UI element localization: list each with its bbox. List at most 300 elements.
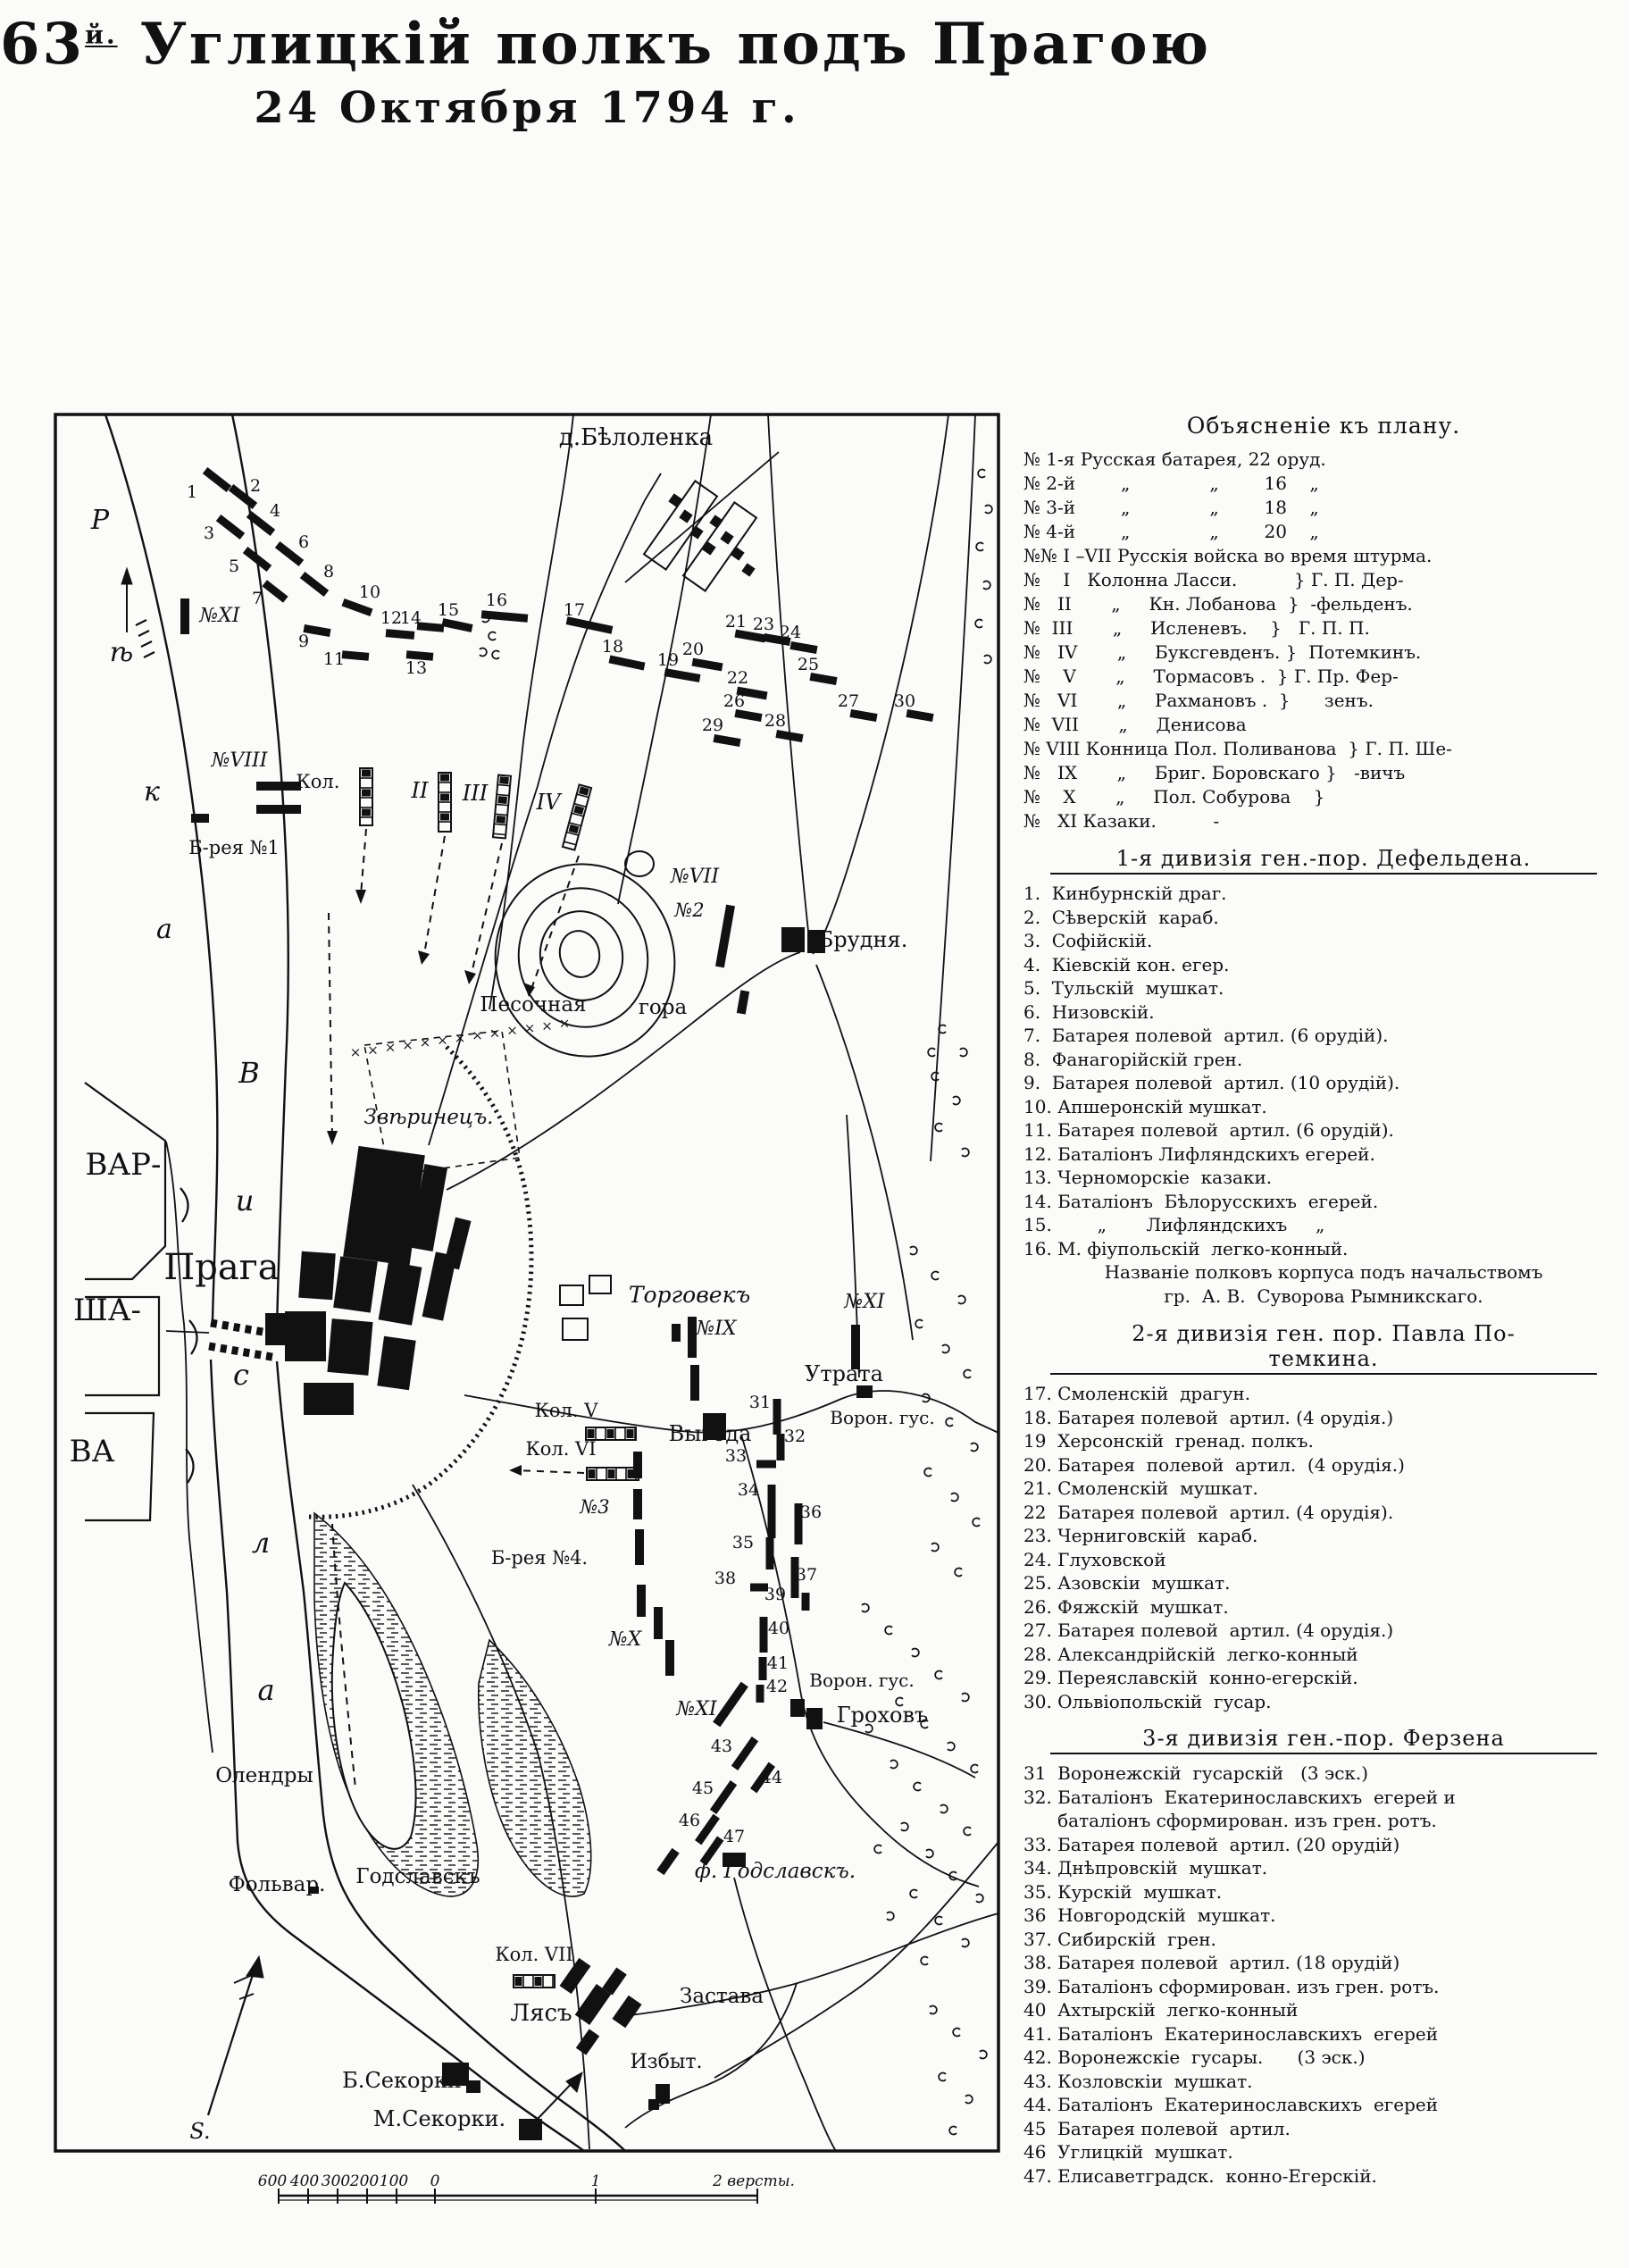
- map-label: Годславскъ: [355, 1865, 480, 1888]
- column-ladder: [587, 1468, 639, 1480]
- troop-bar: [637, 1585, 646, 1617]
- tree-symbol: [935, 1124, 942, 1132]
- unit-bar: [731, 1737, 758, 1770]
- troop-bar-rect: [672, 1324, 681, 1342]
- tree-symbol: [489, 632, 496, 640]
- legend-line: № VI „ Рахмановъ . } зенъ.: [1023, 690, 1374, 711]
- troop-bar: [713, 1682, 748, 1728]
- legend-line: 28. Александрійскій легко-конный: [1023, 1643, 1358, 1665]
- tree-symbol: [985, 506, 992, 514]
- unit-number: 10: [358, 582, 381, 602]
- village-block: [466, 2080, 480, 2093]
- tree-symbol: [978, 470, 985, 478]
- ladder-cell: [573, 806, 584, 815]
- legend-line: 21. Смоленскій мушкат.: [1023, 1477, 1258, 1499]
- unit-number: 4: [269, 501, 281, 521]
- ladder-cell: [588, 1429, 595, 1438]
- unit-marker: [710, 1780, 737, 1814]
- unit-number: 28: [764, 711, 787, 731]
- village-block: [856, 1385, 873, 1398]
- unit-bar: [756, 1685, 764, 1703]
- ladder-rung: [496, 804, 508, 805]
- division1-header: 1-я дивизія ген.-пор. Дефельдена.: [1050, 846, 1597, 875]
- tree-symbol: [939, 2072, 946, 2080]
- unit-bar: [756, 1460, 776, 1469]
- tree-symbol: [935, 1917, 942, 1925]
- troop-bar: [715, 905, 735, 968]
- map-label: III: [462, 781, 489, 806]
- map-label: М.Секорки.: [372, 2106, 506, 2131]
- unit-marker: [906, 709, 933, 722]
- map-label: Песочная: [480, 993, 587, 1017]
- map-label: Звѣринецъ.: [363, 1106, 494, 1129]
- tree-symbol: [960, 1049, 967, 1057]
- map-label: ША-: [72, 1293, 142, 1328]
- legend-line: 36 Новгородскій мушкат.: [1023, 1904, 1276, 1926]
- warsaw-blocks: [85, 620, 197, 1520]
- sand-hill-contours: [478, 848, 693, 1074]
- x-mark: ×: [402, 1036, 414, 1053]
- legend-line: 8. Фанагорійскій грен.: [1023, 1048, 1243, 1070]
- unit-number: 41: [766, 1653, 789, 1673]
- x-mark: ×: [384, 1039, 397, 1056]
- x-mark: ×: [541, 1017, 553, 1034]
- troop-bar-rect: [191, 814, 209, 823]
- map-label: л: [251, 1526, 271, 1560]
- legend-line: 38. Батарея полевой артил. (18 орудій): [1023, 1952, 1400, 1973]
- legend-line: № VIII Конница Пол. Поливанова } Г. П. Ше-: [1023, 738, 1452, 759]
- legend-line: 42. Воронежскіе гусары. (3 эск.): [1023, 2046, 1366, 2068]
- map-label: №VII: [670, 866, 720, 888]
- unit-marker: [243, 547, 272, 572]
- x-mark: ×: [489, 1025, 501, 1042]
- legend-line: 2. Сѣверскій караб.: [1023, 906, 1219, 928]
- map-label: IV: [536, 790, 561, 815]
- unit-number: 1: [186, 482, 198, 502]
- ladder-cell: [496, 816, 505, 824]
- column-ladder: [360, 768, 372, 825]
- unit-marker: [731, 1737, 758, 1770]
- map-label: Кол. V: [534, 1400, 598, 1421]
- ladder-cell: [362, 770, 371, 777]
- map-label: S.: [189, 2119, 211, 2144]
- village-block: [563, 1318, 588, 1340]
- legend-line: 26. Фяжскій мушкат.: [1023, 1595, 1229, 1618]
- map-label: Ворон. гус.: [809, 1670, 915, 1691]
- village-block: [327, 1318, 372, 1376]
- map-label: ВА: [69, 1434, 115, 1469]
- unit-bar: [386, 629, 415, 640]
- map-label: гора: [638, 996, 688, 1019]
- unit-number: 3: [203, 523, 215, 543]
- troop-bar: [256, 782, 301, 791]
- ladder-cell: [569, 824, 580, 833]
- unit-marker: [664, 668, 701, 682]
- tree-symbol: [942, 1344, 949, 1352]
- division1-note2: гр. А. В. Суворова Рымникскаго.: [1164, 1285, 1483, 1307]
- village-rect: [265, 1313, 285, 1345]
- village-rect: [560, 1285, 583, 1305]
- legend-line: 11. Батарея полевой артил. (6 орудій).: [1023, 1119, 1394, 1141]
- legend-header: Объясненіе къ плану.: [1186, 413, 1461, 439]
- map-label: и: [235, 1184, 255, 1218]
- ladder-rung: [564, 841, 576, 845]
- legend-rows: [1023, 448, 1624, 833]
- troop-bar: [690, 1365, 699, 1401]
- map-label: Выгода: [668, 1421, 752, 1446]
- legend-line: 4. Кіевскій кон. егер.: [1023, 953, 1230, 975]
- map-label: Фольвар.: [228, 1873, 326, 1896]
- village-block: [612, 1996, 641, 2029]
- unit-marker: [386, 629, 415, 640]
- tree-symbol: [926, 1849, 933, 1857]
- village-block: [589, 1276, 611, 1293]
- tree-symbol: [949, 2127, 957, 2135]
- legend-line: № II „ Кн. Лобанова } -фельденъ.: [1023, 593, 1413, 615]
- village-rect: [790, 1699, 805, 1717]
- map-label: Б-рея №1: [188, 837, 280, 858]
- column-ladder: [493, 775, 511, 839]
- rampart-x-marks: [350, 1016, 571, 1060]
- unit-number: 24: [779, 623, 802, 642]
- unit-number: 39: [764, 1585, 787, 1604]
- x-mark: ×: [437, 1032, 448, 1049]
- tree-symbol: [940, 1804, 948, 1812]
- unit-marker: [789, 641, 817, 654]
- unit-marker: [849, 709, 877, 722]
- village-block: [333, 1256, 378, 1312]
- unit-marker: [756, 1685, 764, 1703]
- unit-number: 17: [563, 600, 586, 620]
- legend-line: 29. Переяславскій конно-егерскій.: [1023, 1667, 1358, 1688]
- column-ladder: [439, 773, 451, 832]
- ladder-cell: [608, 1469, 615, 1478]
- map-label: №XI: [676, 1698, 717, 1720]
- tree-symbol: [915, 1319, 923, 1327]
- troop-bar: [665, 1640, 674, 1676]
- x-mark: ×: [367, 1042, 379, 1059]
- flow-arrow-north: [121, 568, 132, 632]
- division3-items: [1023, 1762, 1624, 2188]
- village-block: [648, 2099, 659, 2110]
- unit-marker: [262, 580, 288, 603]
- unit-bar: [809, 673, 837, 685]
- village-rect: [709, 515, 723, 528]
- village-rect: [379, 1261, 422, 1326]
- tree-symbol: [901, 1823, 908, 1831]
- village-block: [379, 1261, 422, 1326]
- village-rect: [806, 1708, 823, 1729]
- unit-bar: [664, 668, 701, 682]
- troop-bar-rect: [256, 805, 301, 814]
- map-label: Ворон. гус.: [830, 1407, 935, 1428]
- unit-number: 36: [799, 1502, 823, 1522]
- scale-label: 1: [590, 2172, 601, 2190]
- title-text: Углицкій полкъ подъ Прагою: [139, 11, 1212, 78]
- village-rect: [720, 531, 733, 544]
- village-block: [741, 563, 755, 576]
- unit-number: 47: [723, 1827, 746, 1846]
- map-label: Кол.: [296, 771, 340, 792]
- unit-number: 25: [797, 655, 820, 674]
- village-rect: [612, 1996, 641, 2029]
- tree-symbol: [928, 1049, 935, 1057]
- unit-number: 7: [251, 589, 263, 608]
- village-block: [265, 1313, 285, 1345]
- troop-bar: [654, 1607, 663, 1639]
- unit-marker: [342, 650, 370, 661]
- legend-line: 35. Курскій мушкат.: [1023, 1880, 1223, 1903]
- unit-bar: [243, 547, 272, 572]
- legend-panel: [1023, 413, 1624, 2188]
- village-block: [576, 2029, 599, 2055]
- legend-line: 6. Низовскій.: [1023, 1000, 1155, 1023]
- ladder-cell: [362, 809, 371, 816]
- map-title: [0, 11, 1212, 78]
- unit-bar: [849, 709, 877, 722]
- village-rect: [683, 502, 756, 590]
- unit-number: 40: [767, 1619, 790, 1638]
- legend-line: 47. Елисаветградск. конно-Егерскій.: [1023, 2164, 1377, 2187]
- ladder-cell: [440, 794, 449, 801]
- unit-bar: [734, 709, 762, 722]
- legend-line: 27. Батарея полевой артил. (4 орудія.): [1023, 1619, 1394, 1641]
- tree-symbol: [931, 1271, 939, 1279]
- village-block: [781, 927, 805, 952]
- ladder-rung: [495, 814, 507, 815]
- unit-marker: [809, 673, 837, 685]
- legend-line: 18. Батарея полевой артил. (4 орудія.): [1023, 1406, 1394, 1428]
- legend-line: № X „ Пол. Собурова }: [1023, 786, 1325, 808]
- unit-marker: [756, 1460, 776, 1469]
- division3-header: 3-я дивизія ген.-пор. Ферзена: [1050, 1726, 1597, 1754]
- tree-symbol: [976, 1895, 983, 1903]
- tree-symbol: [962, 1693, 969, 1701]
- unit-number: 26: [723, 691, 746, 711]
- legend-line: 40 Ахтырскій легко-конный: [1023, 1999, 1299, 2021]
- unit-marker: [773, 1399, 781, 1435]
- legend-line: 7. Батарея полевой артил. (6 орудій).: [1023, 1025, 1389, 1046]
- legend-line: № 3-й „ „ 18 „: [1023, 497, 1319, 518]
- legend-line: 1. Кинбурнскій драг.: [1023, 883, 1227, 904]
- unit-bar: [262, 580, 288, 603]
- village-rect: [648, 2099, 659, 2110]
- legend-line: 5. Тульскій мушкат.: [1023, 977, 1224, 999]
- unit-bar: [441, 618, 472, 632]
- map-label: №VIII: [211, 749, 268, 772]
- unit-number: 46: [678, 1811, 701, 1830]
- village-rect: [298, 1251, 336, 1301]
- map-label: а: [257, 1673, 275, 1707]
- village-block: [285, 1311, 326, 1361]
- legend-line: 41. Баталіонъ Екатеринославскихъ егерей: [1023, 2022, 1439, 2045]
- tree-symbol: [912, 1648, 919, 1656]
- unit-bar: [760, 1617, 768, 1653]
- village-rect: [519, 2119, 542, 2140]
- compass-arrow: [208, 1956, 263, 2115]
- legend-line: 22 Батарея полевой артил. (4 орудія).: [1023, 1501, 1394, 1523]
- village-rect: [576, 2029, 599, 2055]
- tree-symbol: [910, 1889, 917, 1897]
- unit-bar: [906, 709, 933, 722]
- village-block: [560, 1285, 583, 1305]
- village-rect: [285, 1311, 326, 1361]
- tree-symbol: [931, 1073, 939, 1081]
- division2-header: 2-я дивизія ген. пор. Павла По- темкина.: [1050, 1321, 1597, 1375]
- troop-bar: [180, 598, 189, 634]
- unit-number: 30: [893, 691, 916, 711]
- legend-line: № III „ Исленевъ. } Г. П. П.: [1023, 617, 1370, 639]
- unit-number: 21: [724, 612, 748, 632]
- legend-line: 20. Батарея полевой артил. (4 орудія.): [1023, 1453, 1405, 1476]
- unit-number: 32: [783, 1427, 806, 1446]
- unit-marker: [216, 515, 245, 540]
- village-rect: [741, 563, 755, 576]
- ladder-cell: [607, 1429, 614, 1438]
- tree-symbol: [971, 1444, 978, 1452]
- map-label: Застава: [679, 1985, 764, 2008]
- ladder-cell: [627, 1429, 634, 1438]
- village-rect: [731, 547, 744, 560]
- x-mark: ×: [472, 1027, 483, 1044]
- legend-line: 33. Батарея полевой артил. (20 орудій): [1023, 1833, 1400, 1855]
- map-label: №X: [608, 1628, 642, 1651]
- tree-symbol: [958, 1296, 965, 1304]
- village-block: [668, 493, 681, 506]
- unit-number: 19: [656, 650, 680, 670]
- troop-bar-rect: [180, 598, 189, 634]
- legend-line: 30. Ольвіопольскій гусар.: [1023, 1690, 1272, 1712]
- tree-symbol: [890, 1761, 898, 1769]
- unit-number: 44: [760, 1768, 783, 1787]
- village-block: [679, 509, 692, 523]
- tree-symbol: [910, 1246, 917, 1254]
- village-rect: [327, 1318, 372, 1376]
- unit-marker: [766, 1537, 774, 1569]
- troop-bar-rect: [633, 1489, 642, 1519]
- division1-items: [1023, 882, 1624, 1260]
- map-label: Прага: [163, 1247, 280, 1288]
- unit-marker: [802, 1593, 810, 1611]
- map-label: а: [156, 914, 172, 945]
- legend-line: 10. Апшеронскій мушкат.: [1023, 1095, 1267, 1117]
- unit-number: 37: [795, 1565, 818, 1585]
- unit-number: 12: [380, 608, 403, 628]
- unit-number: 8: [322, 562, 335, 582]
- legend-line: 39. Баталіонъ сформирован. изъ грен. ротъ.: [1023, 1975, 1440, 1997]
- map-label: Б-рея №4.: [490, 1547, 589, 1569]
- scale-label: 600: [257, 2172, 288, 2190]
- troop-bar-rect: [637, 1585, 646, 1617]
- unit-bar: [609, 655, 646, 670]
- ladder-cell: [440, 814, 449, 821]
- legend-line: 46 Углицкій мушкат.: [1023, 2141, 1233, 2163]
- village-block: [519, 2119, 542, 2140]
- map-label: №XI: [199, 605, 240, 627]
- map-label: ВАР-: [85, 1147, 162, 1183]
- unit-bar: [802, 1593, 810, 1611]
- scale-label: 400: [289, 2172, 320, 2190]
- unit-number: 34: [737, 1480, 760, 1500]
- ladder-cell: [535, 1977, 542, 1986]
- unit-bar: [691, 658, 723, 672]
- scale-labels: [258, 2172, 795, 2204]
- legend-line: 23. Черниговскій караб.: [1023, 1525, 1258, 1546]
- troop-bar-rect: [713, 1682, 748, 1728]
- scale-label: 200: [349, 2172, 380, 2190]
- scale-label: 0: [430, 2172, 440, 2190]
- legend-line: № 1-я Русская батарея, 22 оруд.: [1023, 448, 1326, 470]
- tree-symbol: [980, 2051, 987, 2059]
- legend-line: № IV „ Буксгевденъ. } Потемкинъ.: [1023, 641, 1422, 663]
- unit-number: 6: [297, 532, 310, 552]
- legend-line: 44. Баталіонъ Екатеринославскихъ егерей: [1023, 2094, 1439, 2115]
- tree-symbol: [935, 1671, 942, 1679]
- map-label: №3: [580, 1496, 610, 1518]
- tree-symbol: [976, 543, 983, 551]
- tree-symbol: [931, 1544, 939, 1552]
- map-label: Кол. VII: [495, 1944, 573, 1965]
- x-mark: ×: [349, 1044, 362, 1060]
- tree-symbol: [946, 1419, 953, 1427]
- ladder-cell: [440, 774, 449, 782]
- troop-bar: [656, 1848, 679, 1875]
- division1-note1: Названіе полковъ корпуса подъ начальствомъ: [1104, 1261, 1543, 1283]
- map-label: Р: [90, 505, 110, 536]
- map-label: Избыт.: [630, 2051, 703, 2073]
- map-label: II: [411, 778, 429, 803]
- map-label: ѣ: [109, 637, 134, 668]
- unit-marker: [203, 467, 231, 492]
- x-mark: ×: [523, 1020, 536, 1036]
- unit-marker: [768, 1485, 776, 1538]
- village-rect: [466, 2080, 480, 2093]
- legend-line: №№ I –VII Русскія войска во время штурма.: [1023, 545, 1433, 566]
- unit-number: 20: [681, 640, 705, 659]
- tree-symbol: [874, 1845, 881, 1854]
- unit-number: 43: [710, 1737, 733, 1756]
- troop-bar: [191, 814, 209, 823]
- title-ordinal: й.: [85, 20, 118, 50]
- legend-line: 12. Баталіонъ Лифляндскихъ егерей.: [1023, 1142, 1375, 1165]
- unit-number: 45: [691, 1778, 714, 1798]
- unit-marker: [691, 658, 723, 672]
- tree-symbol: [965, 2096, 973, 2104]
- village-rect: [668, 493, 681, 506]
- village-block: [702, 541, 715, 555]
- troop-bar-rect: [665, 1640, 674, 1676]
- unit-number: 2: [249, 476, 262, 496]
- unit-bar: [773, 1399, 781, 1435]
- legend-line: 19 Херсонскій гренад. полкъ.: [1023, 1430, 1314, 1452]
- unit-bar: [713, 734, 740, 747]
- troop-bar-rect: [737, 990, 749, 1014]
- tree-symbol: [964, 1370, 971, 1378]
- legend-line: 16. М. фіупольскій легко-конный.: [1023, 1237, 1349, 1260]
- map-label: Лясъ: [510, 2000, 572, 2027]
- village-rect: [679, 509, 692, 523]
- unit-number: 9: [297, 632, 310, 651]
- map-labels: [70, 424, 935, 2144]
- unit-marker: [441, 618, 472, 632]
- legend-line: 17. Смоленскій драгун.: [1023, 1383, 1251, 1404]
- legend-line: 3. Софійскій.: [1023, 930, 1153, 951]
- legend-line: № IX „ Бриг. Боровскаго } -вичъ: [1023, 762, 1406, 783]
- village-rect: [781, 927, 805, 952]
- tree-symbol: [975, 620, 982, 628]
- map-title-block: [0, 11, 1212, 133]
- map-label: Кол. VI: [525, 1438, 597, 1460]
